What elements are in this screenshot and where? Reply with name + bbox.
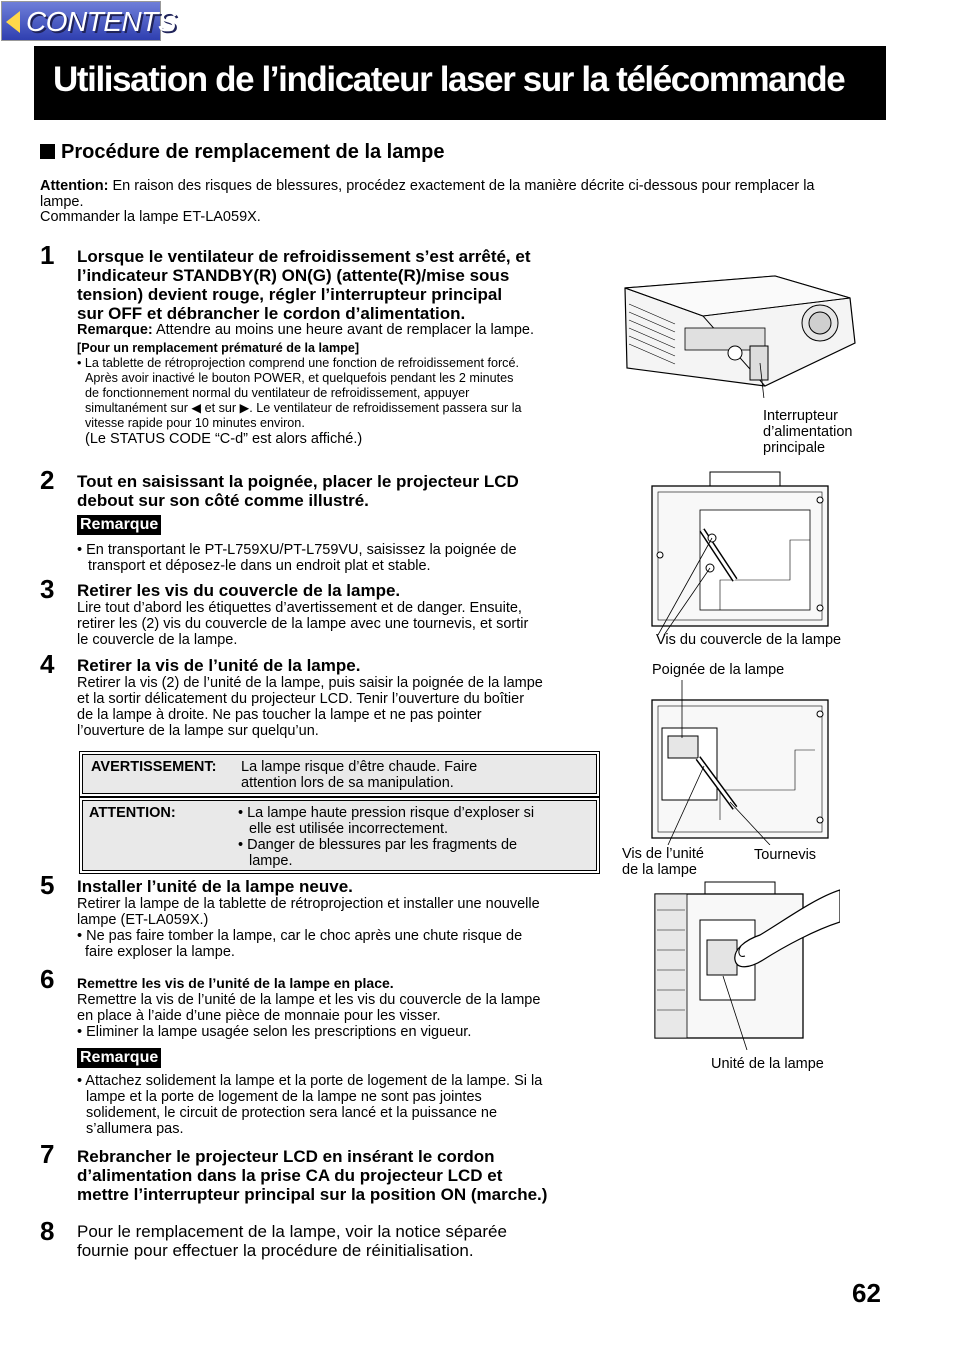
- step-6-bullet-line: solidement, le circuit de protection sera lancé et la puissance ne: [86, 1105, 498, 1121]
- remark-badge: Remarque: [77, 515, 161, 535]
- step-8-body-line: Pour le remplacement de la lampe, voir la notice séparée: [77, 1222, 507, 1241]
- attention-line: • Danger de blessures par les fragments de: [238, 837, 518, 853]
- intro-attention-text: En raison des risques de blessures, procédez exactement de la manière décrite ci-dessous pour remplacer la lampe.: [40, 178, 815, 210]
- step-6-title: Remettre les vis de l’unité de la lampe en place.: [77, 975, 394, 991]
- attention-line: elle est utilisée incorrectement.: [249, 821, 449, 837]
- step-8-body: [77, 1222, 507, 1260]
- step-3-body: [77, 600, 528, 648]
- step-3-body-line: retirer les (2) vis du couvercle de la lampe avec une tournevis, et sortir: [77, 616, 529, 632]
- square-bullet-icon: [40, 144, 55, 159]
- step-2-bullet-line: transport et déposez-le dans un endroit plat et stable.: [88, 558, 431, 574]
- step-6-body-line: en place à l’aide d’une pièce de monnaie pour les visser.: [77, 1008, 441, 1024]
- step-1-title-line: Lorsque le ventilateur de refroidissement s’est arrêté, et: [77, 247, 531, 266]
- step-2-remark-badge: [77, 515, 161, 535]
- back-arrow-icon: [6, 11, 20, 33]
- attention-box: [82, 800, 597, 871]
- attention-label: ATTENTION:: [89, 805, 176, 821]
- step-number-2: 2: [40, 465, 55, 495]
- step-2-title-line: Tout en saisissant la poignée, placer le projecteur LCD: [77, 472, 519, 491]
- attention-line: • La lampe haute pression risque d’exploser si: [238, 805, 535, 821]
- step-6-bullets: [77, 1073, 542, 1137]
- section-heading-text: Procédure de remplacement de la lampe: [61, 141, 445, 163]
- step-1-title-line: l’indicateur STANDBY(R) ON(G) (attente(R)/mise sous: [77, 266, 510, 285]
- warning-text: [241, 759, 477, 791]
- fig1-caption: [763, 408, 852, 456]
- step-5-body-line: lampe (ET-LA059X.): [77, 912, 209, 928]
- step-1-bullet-line: vitesse rapide pour 10 minutes environ.: [85, 416, 305, 430]
- step-6-body-line: • Eliminer la lampe usagée selon les prescriptions en vigueur.: [77, 1024, 472, 1040]
- step-7-title-line: d’alimentation dans la prise CA du projecteur LCD et: [77, 1166, 503, 1185]
- step-1-early-label: [Pour un remplacement prématuré de la lampe]: [77, 341, 360, 355]
- step-6-remark-badge: [77, 1048, 161, 1068]
- step-number-6: 6: [40, 964, 55, 994]
- step-2-title-line: debout sur son côté comme illustré.: [77, 491, 369, 510]
- intro-attention: [40, 178, 830, 210]
- step-5-title: Installer l’unité de la lampe neuve.: [77, 877, 353, 896]
- step-4-body-line: de la lampe à droite. Ne pas toucher la lampe et ne pas pointer: [77, 707, 482, 723]
- fig2-caption: Vis du couvercle de la lampe: [656, 632, 842, 648]
- step-2-title: [77, 472, 519, 510]
- step-1-title-line: sur OFF et débrancher le cordon d’alimentation.: [77, 304, 466, 323]
- step-1-bullet-line: Après avoir inactivé le bouton POWER, et quelquefois pendant les 2 minutes: [85, 371, 514, 385]
- step-1-remark: [77, 322, 534, 338]
- step-3-body-line: Lire tout d’abord les étiquettes d’avertissement et de danger. Ensuite,: [77, 600, 522, 616]
- warning-box: [82, 754, 597, 794]
- step-2-bullets: [77, 542, 517, 574]
- step-4-body-line: et la sortir délicatement du projecteur LCD. Tenir l’ouverture du boîtier: [77, 691, 525, 707]
- step-number-5: 5: [40, 870, 55, 900]
- lamp-removal-illustration: [645, 880, 840, 1050]
- page-title: Utilisation de l’indicateur laser sur la télécommande: [53, 60, 845, 99]
- fig1-caption-line: d’alimentation: [763, 424, 853, 440]
- step-1-title: [77, 247, 531, 323]
- step-4-body-line: l’ouverture de la lampe sur quelqu’un.: [77, 723, 319, 739]
- step-1-bullet-line: de fonctionnement normal du ventilateur de refroidissement, appuyer: [85, 386, 470, 400]
- fig4-caption: Unité de la lampe: [711, 1056, 824, 1072]
- step-1-remark-label: Remarque:: [77, 322, 153, 338]
- attention-line: lampe.: [249, 853, 293, 869]
- step-5-body-line: • Ne pas faire tomber la lampe, car le choc après une chute risque de: [77, 928, 523, 944]
- fig3-left-caption-line: Vis de l’unité: [622, 846, 704, 862]
- step-1-status-text: (Le STATUS CODE “C-d” est alors affiché.): [85, 431, 363, 447]
- intro-order-text: Commander la lampe ET-LA059X.: [40, 209, 261, 225]
- step-4-title: Retirer la vis de l’unité de la lampe.: [77, 656, 361, 675]
- step-7-title-line: mettre l’interrupteur principal sur la position ON (marche.): [77, 1185, 548, 1204]
- step-number-7: 7: [40, 1139, 55, 1169]
- step-1-title-line: tension) devient rouge, régler l’interrupteur principal: [77, 285, 503, 304]
- step-3-title: Retirer les vis du couvercle de la lampe.: [77, 581, 401, 600]
- lamp-cover-illustration: [640, 470, 840, 635]
- step-5-body: [77, 896, 540, 960]
- step-number-4: 4: [40, 649, 55, 679]
- page-number: 62: [852, 1278, 881, 1308]
- step-6-bullet-line: lampe et la porte de logement de la lampe ne sont pas jointes: [86, 1089, 482, 1105]
- step-7-title: [77, 1147, 547, 1204]
- contents-button[interactable]: [1, 1, 176, 41]
- step-6-body-line: Remettre la vis de l’unité de la lampe et les vis du couvercle de la lampe: [77, 992, 541, 1008]
- projector-illustration: [615, 268, 865, 398]
- step-number-8: 8: [40, 1216, 55, 1246]
- step-5-body-line: faire exploser la lampe.: [85, 944, 235, 960]
- fig3-left-caption-line: de la lampe: [622, 862, 697, 878]
- fig3-right-caption: Tournevis: [754, 847, 817, 863]
- section-heading: [40, 141, 445, 164]
- step-4-body: [77, 675, 543, 739]
- step-6-bullet-line: s’allumera pas.: [86, 1121, 184, 1137]
- attention-text: [238, 805, 534, 869]
- step-4-body-line: Retirer la vis (2) de l’unité de la lampe, puis saisir la poignée de la lampe: [77, 675, 543, 691]
- step-number-1: 1: [40, 240, 55, 270]
- fig1-caption-line: Interrupteur: [763, 408, 838, 424]
- step-1-bullet-line: • La tablette de rétroprojection comprend une fonction de refroidissement forcé.: [77, 356, 519, 370]
- title-bar: [34, 46, 886, 120]
- lamp-unit-illustration: [620, 680, 840, 845]
- fig3-top-caption: Poignée de la lampe: [652, 662, 785, 678]
- step-5-body-line: Retirer la lampe de la tablette de rétroprojection et installer une nouvelle: [77, 896, 540, 912]
- step-number-3: 3: [40, 574, 55, 604]
- fig3-left-caption: [622, 846, 704, 878]
- step-8-body-line: fournie pour effectuer la procédure de réinitialisation.: [77, 1241, 474, 1260]
- intro-attention-label: Attention:: [40, 178, 109, 194]
- step-1-bullet-line: simultanément sur ◀ et sur ▶. Le ventilateur de refroidissement passera sur la: [85, 401, 522, 415]
- step-3-body-line: le couvercle de la lampe.: [77, 632, 238, 648]
- fig1-caption-line: principale: [763, 440, 826, 456]
- step-6-body: [77, 992, 540, 1040]
- warning-line: attention lors de sa manipulation.: [241, 775, 454, 791]
- step-7-title-line: Rebrancher le projecteur LCD en insérant le cordon: [77, 1147, 495, 1166]
- warning-label: AVERTISSEMENT:: [91, 759, 217, 775]
- remark-badge: Remarque: [77, 1048, 161, 1068]
- step-1-remark-text: Attendre au moins une heure avant de remplacer la lampe.: [152, 322, 535, 338]
- contents-label: CONTENTS: [26, 6, 176, 37]
- warning-line: La lampe risque d’être chaude. Faire: [241, 759, 478, 775]
- step-1-bullets: [77, 356, 522, 431]
- step-6-bullet-line: • Attachez solidement la lampe et la porte de logement de la lampe. Si la: [77, 1073, 543, 1089]
- step-2-bullet-line: • En transportant le PT-L759XU/PT-L759VU, saisissez la poignée de: [77, 542, 517, 558]
